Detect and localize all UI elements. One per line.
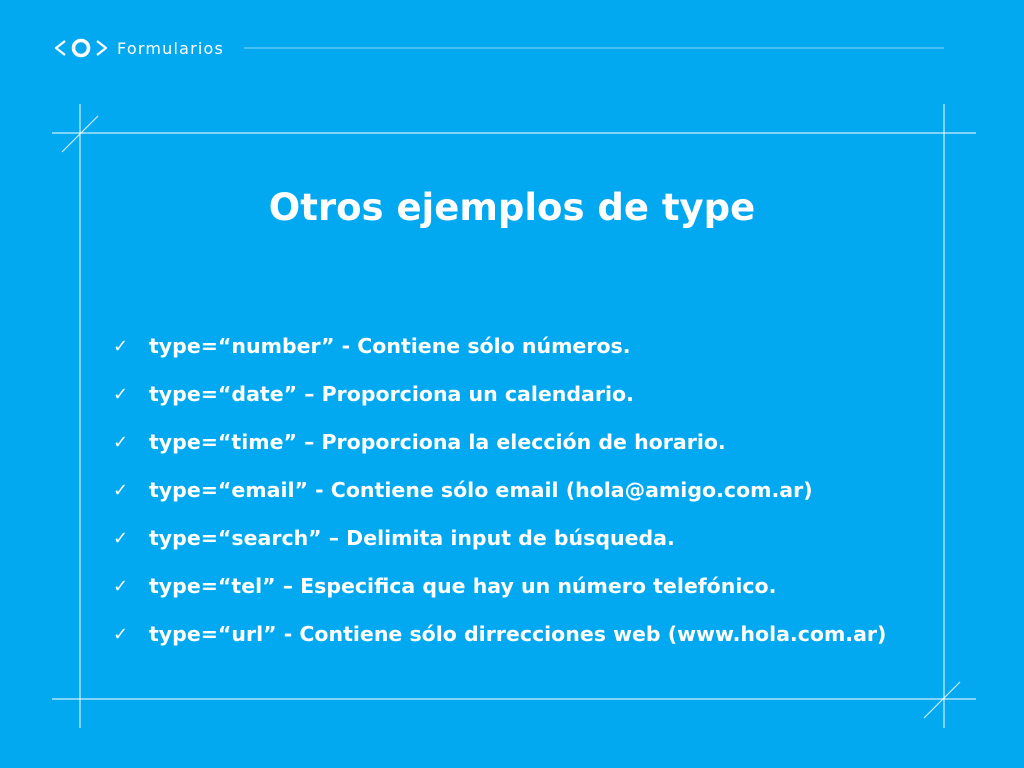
check-icon: ✓ (113, 527, 129, 549)
check-icon: ✓ (113, 479, 129, 501)
list-item-text: type=“email” - Contiene sólo email (hola@amigo.com.ar) (149, 478, 813, 502)
list-item-text: type=“date” – Proporciona un calendario. (149, 382, 634, 406)
list-item (113, 322, 886, 370)
check-icon: ✓ (113, 575, 129, 597)
check-icon: ✓ (113, 623, 129, 645)
logo-mark-icon (53, 34, 109, 62)
check-icon: ✓ (113, 431, 129, 453)
header-title: Formularios (117, 38, 225, 58)
list-item (113, 610, 886, 658)
list-item (113, 418, 886, 466)
list-item-text: type=“time” – Proporciona la elección de horario. (149, 430, 726, 454)
header-logo (53, 34, 224, 62)
list-item-text: type=“url” - Contiene sólo dirrecciones web (www.hola.com.ar) (149, 622, 887, 646)
list-item-text: type=“tel” – Especifica que hay un número telefónico. (149, 574, 777, 598)
list-item (113, 370, 886, 418)
list-item-text: type=“number” - Contiene sólo números. (149, 334, 631, 358)
list-item-text: type=“search” – Delimita input de búsqueda. (149, 526, 675, 550)
slide-title: Otros ejemplos de type (268, 186, 756, 229)
list-item (113, 562, 886, 610)
check-icon: ✓ (113, 383, 129, 405)
check-icon: ✓ (113, 335, 129, 357)
list-item (113, 514, 886, 562)
type-examples-list (113, 322, 886, 658)
list-item (113, 466, 886, 514)
